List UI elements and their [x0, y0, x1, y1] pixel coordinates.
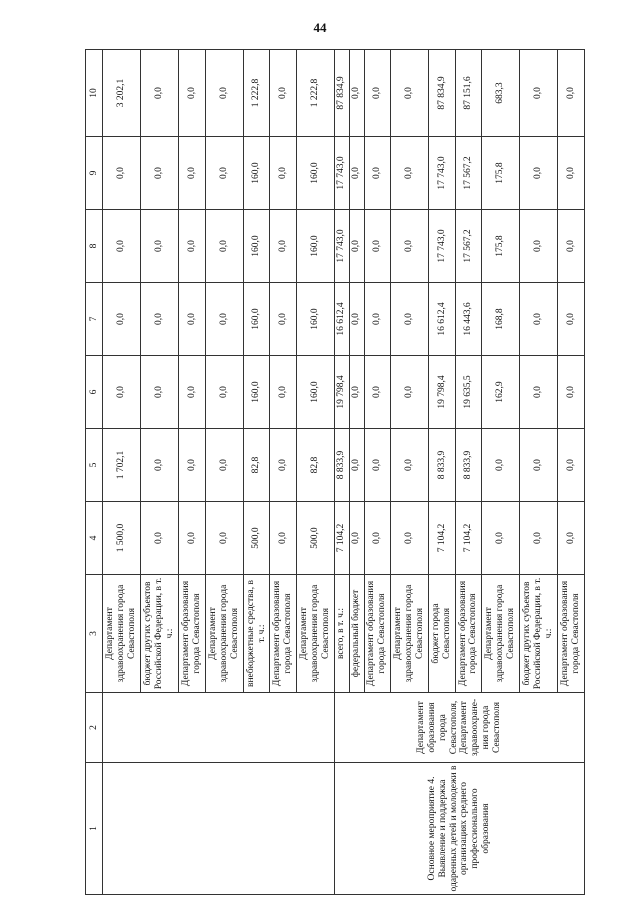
value-cell: 0,0	[364, 50, 390, 137]
value-cell: 0,0	[179, 137, 205, 210]
value-cell: 0,0	[141, 502, 179, 575]
value-cell: 0,0	[179, 429, 205, 502]
value-cell: 0,0	[270, 502, 296, 575]
column-number: 10	[86, 50, 103, 137]
value-cell: 0,0	[520, 356, 558, 429]
value-cell: 0,0	[205, 210, 243, 283]
executor-name: Департамент образования города Севастополя, Департамент здравоохране-ния города Севастополя	[334, 693, 584, 763]
value-cell: 17 567,2	[455, 210, 481, 283]
value-cell: 19 635,5	[455, 356, 481, 429]
source-description: Департамент здравоохранения города Севастополя	[391, 575, 429, 693]
value-cell: 0,0	[141, 283, 179, 356]
value-cell: 0,0	[349, 429, 364, 502]
value-cell: 0,0	[270, 283, 296, 356]
value-cell: 160,0	[296, 137, 334, 210]
value-cell: 16 612,4	[334, 283, 349, 356]
table-row	[334, 50, 349, 895]
value-cell: 0,0	[391, 356, 429, 429]
value-cell: 0,0	[391, 210, 429, 283]
value-cell: 0,0	[520, 50, 558, 137]
value-cell: 0,0	[558, 283, 585, 356]
value-cell: 19 798,4	[429, 356, 455, 429]
value-cell: 0,0	[558, 137, 585, 210]
value-cell: 1 222,8	[243, 50, 269, 137]
source-description: Департамент образования города Севастополя	[558, 575, 585, 693]
value-cell: 0,0	[558, 50, 585, 137]
value-cell: 82,8	[243, 429, 269, 502]
value-cell: 0,0	[205, 50, 243, 137]
value-cell: 0,0	[520, 210, 558, 283]
value-cell: 8 833,9	[334, 429, 349, 502]
source-description: Департамент образования города Севастополя	[270, 575, 296, 693]
value-cell: 0,0	[103, 283, 141, 356]
value-cell: 0,0	[270, 429, 296, 502]
value-cell: 87 151,6	[455, 50, 481, 137]
value-cell: 17 743,0	[429, 137, 455, 210]
value-cell: 0,0	[205, 502, 243, 575]
value-cell: 500,0	[243, 502, 269, 575]
value-cell: 0,0	[270, 356, 296, 429]
column-number: 8	[86, 210, 103, 283]
table-body	[86, 50, 585, 895]
value-cell: 0,0	[179, 50, 205, 137]
column-number: 7	[86, 283, 103, 356]
value-cell: 0,0	[349, 210, 364, 283]
activity-name: Основное мероприятие 4. Выявление и поддержка одаренных детей и молодежи в организациях среднего профессионального образования	[334, 763, 584, 895]
value-cell: 0,0	[391, 50, 429, 137]
source-description: бюджет других субъектов Российской Федерации, в т. ч.:	[141, 575, 179, 693]
value-cell: 0,0	[364, 429, 390, 502]
value-cell: 17 567,2	[455, 137, 481, 210]
value-cell: 0,0	[205, 429, 243, 502]
value-cell: 17 743,0	[334, 210, 349, 283]
source-description: Департамент образования города Севастополя	[179, 575, 205, 693]
source-description: всего, в т. ч.:	[334, 575, 349, 693]
value-cell: 0,0	[482, 429, 520, 502]
value-cell: 0,0	[205, 137, 243, 210]
value-cell: 0,0	[391, 429, 429, 502]
source-description: Департамент образования города Севастополя	[455, 575, 481, 693]
value-cell: 0,0	[349, 502, 364, 575]
value-cell: 0,0	[141, 356, 179, 429]
value-cell: 1 222,8	[296, 50, 334, 137]
value-cell: 82,8	[296, 429, 334, 502]
value-cell: 7 104,2	[455, 502, 481, 575]
value-cell: 0,0	[520, 429, 558, 502]
value-cell: 0,0	[364, 210, 390, 283]
value-cell: 162,9	[482, 356, 520, 429]
value-cell: 0,0	[391, 137, 429, 210]
value-cell: 0,0	[103, 137, 141, 210]
column-number: 2	[86, 693, 103, 763]
column-number: 3	[86, 575, 103, 693]
rotated-table-wrapper	[85, 50, 585, 895]
value-cell: 0,0	[520, 283, 558, 356]
value-cell: 0,0	[482, 502, 520, 575]
value-cell: 0,0	[205, 356, 243, 429]
source-description: Департамент здравоохранения города Севастополя	[482, 575, 520, 693]
value-cell: 160,0	[243, 356, 269, 429]
activity-cell-continued	[103, 763, 335, 895]
value-cell: 0,0	[391, 283, 429, 356]
value-cell: 0,0	[141, 50, 179, 137]
value-cell: 0,0	[103, 356, 141, 429]
executor-cell-continued	[103, 693, 335, 763]
value-cell: 7 104,2	[429, 502, 455, 575]
value-cell: 160,0	[243, 137, 269, 210]
source-description: Департамент образования города Севастополя	[364, 575, 390, 693]
value-cell: 0,0	[349, 283, 364, 356]
value-cell: 87 834,9	[429, 50, 455, 137]
value-cell: 16 443,6	[455, 283, 481, 356]
value-cell: 17 743,0	[334, 137, 349, 210]
value-cell: 175,8	[482, 210, 520, 283]
value-cell: 87 834,9	[334, 50, 349, 137]
value-cell: 17 743,0	[429, 210, 455, 283]
value-cell: 0,0	[391, 502, 429, 575]
value-cell: 0,0	[141, 210, 179, 283]
value-cell: 160,0	[243, 210, 269, 283]
value-cell: 1 500,0	[103, 502, 141, 575]
value-cell: 160,0	[296, 283, 334, 356]
value-cell: 160,0	[296, 210, 334, 283]
value-cell: 8 833,9	[455, 429, 481, 502]
column-number: 5	[86, 429, 103, 502]
value-cell: 0,0	[270, 50, 296, 137]
value-cell: 0,0	[179, 283, 205, 356]
table-row	[103, 50, 141, 895]
header-row	[86, 50, 103, 895]
value-cell: 1 702,1	[103, 429, 141, 502]
value-cell: 0,0	[270, 210, 296, 283]
value-cell: 0,0	[141, 137, 179, 210]
column-number: 6	[86, 356, 103, 429]
value-cell: 500,0	[296, 502, 334, 575]
value-cell: 0,0	[364, 502, 390, 575]
value-cell: 0,0	[520, 137, 558, 210]
source-description: Департамент здравоохранения города Севастополя	[296, 575, 334, 693]
value-cell: 0,0	[179, 356, 205, 429]
column-number: 9	[86, 137, 103, 210]
page-number: 44	[313, 20, 327, 35]
value-cell: 0,0	[364, 283, 390, 356]
value-cell: 7 104,2	[334, 502, 349, 575]
value-cell: 0,0	[558, 356, 585, 429]
value-cell: 160,0	[296, 356, 334, 429]
value-cell: 160,0	[243, 283, 269, 356]
value-cell: 0,0	[141, 429, 179, 502]
value-cell: 0,0	[270, 137, 296, 210]
value-cell: 16 612,4	[429, 283, 455, 356]
value-cell: 0,0	[558, 429, 585, 502]
value-cell: 0,0	[364, 356, 390, 429]
value-cell: 0,0	[349, 137, 364, 210]
value-cell: 0,0	[179, 210, 205, 283]
source-description: федеральный бюджет	[349, 575, 364, 693]
source-description: Департамент здравоохранения города Севастополя	[103, 575, 141, 693]
value-cell: 0,0	[558, 210, 585, 283]
value-cell: 0,0	[349, 356, 364, 429]
value-cell: 0,0	[103, 210, 141, 283]
source-description: Департамент здравоохранения города Севастополя	[205, 575, 243, 693]
value-cell: 0,0	[364, 137, 390, 210]
value-cell: 8 833,9	[429, 429, 455, 502]
value-cell: 683,3	[482, 50, 520, 137]
source-description: внебюджетные средства, в т. ч.:	[243, 575, 269, 693]
value-cell: 3 202,1	[103, 50, 141, 137]
value-cell: 168,8	[482, 283, 520, 356]
value-cell: 0,0	[205, 283, 243, 356]
value-cell: 175,8	[482, 137, 520, 210]
column-number: 4	[86, 502, 103, 575]
value-cell: 19 798,4	[334, 356, 349, 429]
budget-table	[85, 49, 585, 895]
value-cell: 0,0	[558, 502, 585, 575]
value-cell: 0,0	[520, 502, 558, 575]
value-cell: 0,0	[179, 502, 205, 575]
source-description: бюджет других субъектов Российской Федерации, в т. ч.:	[520, 575, 558, 693]
source-description: бюджет города Севастополя	[429, 575, 455, 693]
value-cell: 0,0	[349, 50, 364, 137]
column-number: 1	[86, 763, 103, 895]
